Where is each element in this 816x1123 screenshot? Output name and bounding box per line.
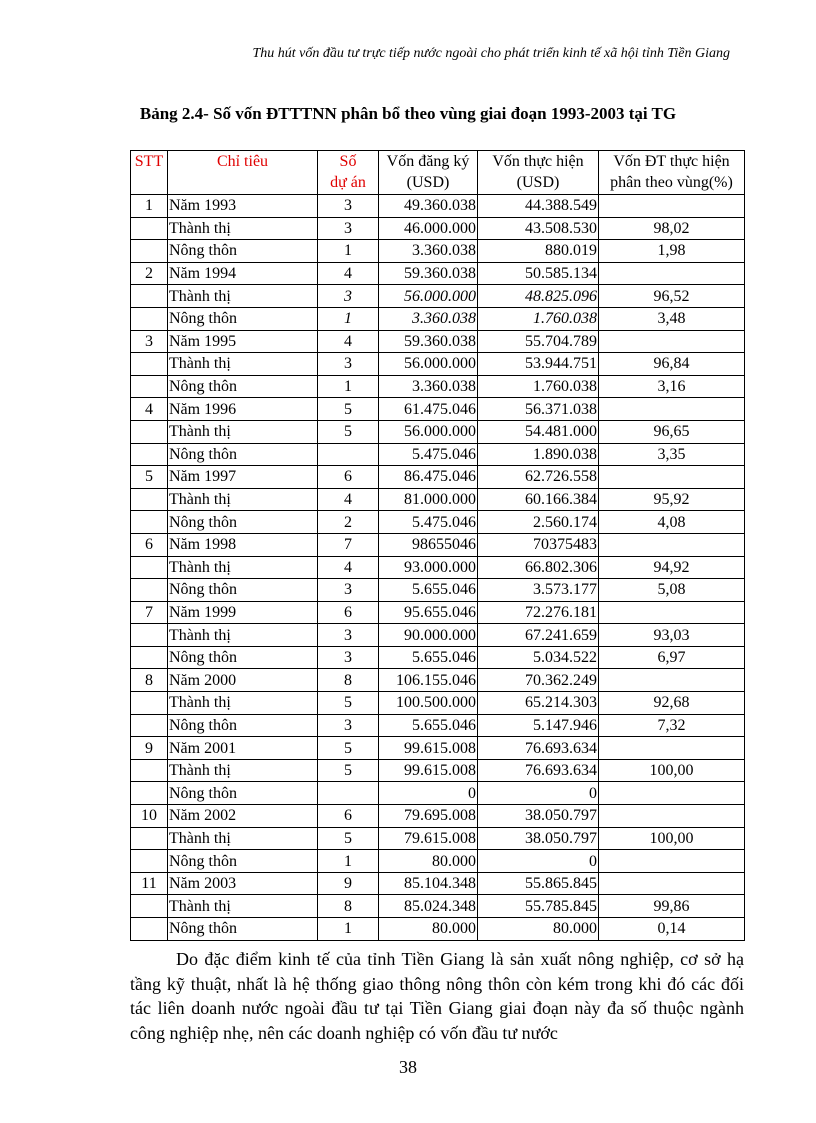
cell-stt bbox=[131, 850, 168, 873]
cell-projects: 1 bbox=[318, 375, 379, 398]
cell-share: 5,08 bbox=[599, 579, 745, 602]
cell-stt: 6 bbox=[131, 533, 168, 556]
cell-registered: 49.360.038 bbox=[379, 195, 478, 218]
cell-label: Nông thôn bbox=[168, 511, 318, 534]
table-row bbox=[131, 420, 745, 443]
table-row bbox=[131, 601, 745, 624]
table-row bbox=[131, 330, 745, 353]
cell-registered: 3.360.038 bbox=[379, 375, 478, 398]
cell-registered: 56.000.000 bbox=[379, 285, 478, 308]
table-row bbox=[131, 918, 745, 941]
table-header-row bbox=[131, 151, 745, 195]
table-row bbox=[131, 646, 745, 669]
cell-label: Thành thị bbox=[168, 556, 318, 579]
page-number: 38 bbox=[399, 1057, 417, 1077]
cell-implemented: 38.050.797 bbox=[478, 827, 599, 850]
cell-share bbox=[599, 872, 745, 895]
cell-registered: 90.000.000 bbox=[379, 624, 478, 647]
table-row bbox=[131, 217, 745, 240]
cell-label: Thành thị bbox=[168, 420, 318, 443]
table-row bbox=[131, 692, 745, 715]
cell-stt bbox=[131, 624, 168, 647]
cell-label: Thành thị bbox=[168, 624, 318, 647]
cell-projects: 6 bbox=[318, 601, 379, 624]
cell-label: Nông thôn bbox=[168, 443, 318, 466]
cell-implemented: 2.560.174 bbox=[478, 511, 599, 534]
cell-label: Thành thị bbox=[168, 488, 318, 511]
cell-implemented: 66.802.306 bbox=[478, 556, 599, 579]
cell-label: Thành thị bbox=[168, 759, 318, 782]
cell-projects: 3 bbox=[318, 195, 379, 218]
cell-share: 95,92 bbox=[599, 488, 745, 511]
cell-registered: 81.000.000 bbox=[379, 488, 478, 511]
cell-label: Thành thị bbox=[168, 692, 318, 715]
cell-stt: 7 bbox=[131, 601, 168, 624]
cell-projects: 3 bbox=[318, 285, 379, 308]
cell-registered: 100.500.000 bbox=[379, 692, 478, 715]
cell-projects: 8 bbox=[318, 669, 379, 692]
cell-projects: 4 bbox=[318, 330, 379, 353]
cell-registered: 46.000.000 bbox=[379, 217, 478, 240]
cell-share bbox=[599, 262, 745, 285]
cell-share: 96,65 bbox=[599, 420, 745, 443]
cell-share: 98,02 bbox=[599, 217, 745, 240]
cell-projects: 5 bbox=[318, 759, 379, 782]
cell-implemented: 43.508.530 bbox=[478, 217, 599, 240]
cell-implemented: 70.362.249 bbox=[478, 669, 599, 692]
cell-registered: 3.360.038 bbox=[379, 240, 478, 263]
cell-stt bbox=[131, 511, 168, 534]
table-row bbox=[131, 262, 745, 285]
table-row bbox=[131, 240, 745, 263]
cell-label: Năm 1996 bbox=[168, 398, 318, 421]
cell-implemented: 880.019 bbox=[478, 240, 599, 263]
cell-registered: 56.000.000 bbox=[379, 353, 478, 376]
cell-stt bbox=[131, 285, 168, 308]
cell-implemented: 55.785.845 bbox=[478, 895, 599, 918]
cell-implemented: 55.704.789 bbox=[478, 330, 599, 353]
body-paragraph: Do đặc điểm kinh tế của tỉnh Tiền Giang là sản xuất nông nghiệp, cơ sở hạ tầng kỹ thuật, nhất là hệ thống giao thông nông thôn còn kém trong khi đó các đối tác liên doanh nước ngoài đầu tư tại Tiền Giang giai đoạn này đa số thuộc ngành công nghiệp nhẹ, nên các doanh nghiệp có vốn đầu tư nước bbox=[130, 949, 744, 1043]
cell-projects: 1 bbox=[318, 918, 379, 941]
cell-stt bbox=[131, 782, 168, 805]
cell-label: Năm 1999 bbox=[168, 601, 318, 624]
cell-projects: 4 bbox=[318, 556, 379, 579]
cell-label: Nông thôn bbox=[168, 850, 318, 873]
cell-label: Năm 1998 bbox=[168, 533, 318, 556]
cell-stt bbox=[131, 353, 168, 376]
cell-projects: 1 bbox=[318, 850, 379, 873]
cell-projects: 5 bbox=[318, 692, 379, 715]
cell-projects: 4 bbox=[318, 262, 379, 285]
cell-label: Năm 1993 bbox=[168, 195, 318, 218]
cell-stt bbox=[131, 714, 168, 737]
cell-registered: 59.360.038 bbox=[379, 262, 478, 285]
cell-stt bbox=[131, 240, 168, 263]
cell-implemented: 5.034.522 bbox=[478, 646, 599, 669]
cell-share: 3,16 bbox=[599, 375, 745, 398]
cell-stt bbox=[131, 307, 168, 330]
table-row bbox=[131, 285, 745, 308]
table-row bbox=[131, 307, 745, 330]
cell-share bbox=[599, 466, 745, 489]
cell-stt: 9 bbox=[131, 737, 168, 760]
table-row bbox=[131, 782, 745, 805]
cell-implemented: 53.944.751 bbox=[478, 353, 599, 376]
table-row bbox=[131, 579, 745, 602]
cell-registered: 0 bbox=[379, 782, 478, 805]
cell-projects: 7 bbox=[318, 533, 379, 556]
cell-label: Thành thị bbox=[168, 353, 318, 376]
cell-implemented: 44.388.549 bbox=[478, 195, 599, 218]
cell-stt: 10 bbox=[131, 805, 168, 828]
cell-registered: 80.000 bbox=[379, 850, 478, 873]
investment-table bbox=[130, 150, 745, 941]
cell-projects: 3 bbox=[318, 624, 379, 647]
cell-implemented: 1.760.038 bbox=[478, 307, 599, 330]
cell-share bbox=[599, 330, 745, 353]
cell-registered: 59.360.038 bbox=[379, 330, 478, 353]
cell-projects bbox=[318, 782, 379, 805]
cell-stt bbox=[131, 759, 168, 782]
cell-label: Nông thôn bbox=[168, 579, 318, 602]
cell-stt bbox=[131, 375, 168, 398]
table-row bbox=[131, 895, 745, 918]
cell-stt bbox=[131, 579, 168, 602]
cell-implemented: 67.241.659 bbox=[478, 624, 599, 647]
header-chi-tieu: Chỉ tiêu bbox=[168, 151, 318, 195]
cell-stt bbox=[131, 646, 168, 669]
table-row bbox=[131, 398, 745, 421]
cell-label: Nông thôn bbox=[168, 646, 318, 669]
cell-label: Năm 1995 bbox=[168, 330, 318, 353]
cell-share bbox=[599, 850, 745, 873]
cell-projects: 3 bbox=[318, 217, 379, 240]
cell-projects: 1 bbox=[318, 307, 379, 330]
table-row bbox=[131, 466, 745, 489]
table-row bbox=[131, 375, 745, 398]
cell-label: Năm 2001 bbox=[168, 737, 318, 760]
cell-share: 100,00 bbox=[599, 759, 745, 782]
cell-stt: 1 bbox=[131, 195, 168, 218]
cell-share: 0,14 bbox=[599, 918, 745, 941]
cell-projects: 6 bbox=[318, 466, 379, 489]
cell-share bbox=[599, 669, 745, 692]
cell-implemented: 55.865.845 bbox=[478, 872, 599, 895]
table-row bbox=[131, 511, 745, 534]
cell-implemented: 3.573.177 bbox=[478, 579, 599, 602]
cell-label: Thành thị bbox=[168, 895, 318, 918]
cell-registered: 93.000.000 bbox=[379, 556, 478, 579]
cell-label: Nông thôn bbox=[168, 918, 318, 941]
cell-projects: 6 bbox=[318, 805, 379, 828]
cell-share: 93,03 bbox=[599, 624, 745, 647]
table-row bbox=[131, 669, 745, 692]
cell-label: Năm 2000 bbox=[168, 669, 318, 692]
table-row bbox=[131, 759, 745, 782]
cell-share: 3,35 bbox=[599, 443, 745, 466]
table-row bbox=[131, 850, 745, 873]
table-row bbox=[131, 488, 745, 511]
cell-share bbox=[599, 737, 745, 760]
cell-implemented: 0 bbox=[478, 782, 599, 805]
header-von-thuc-hien: Vốn thực hiện (USD) bbox=[478, 151, 599, 195]
cell-stt: 4 bbox=[131, 398, 168, 421]
cell-projects: 9 bbox=[318, 872, 379, 895]
cell-label: Nông thôn bbox=[168, 714, 318, 737]
cell-registered: 61.475.046 bbox=[379, 398, 478, 421]
cell-share: 4,08 bbox=[599, 511, 745, 534]
cell-share: 1,98 bbox=[599, 240, 745, 263]
header-von-dang-ky: Vốn đăng ký (USD) bbox=[379, 151, 478, 195]
cell-registered: 79.615.008 bbox=[379, 827, 478, 850]
table-row bbox=[131, 737, 745, 760]
cell-implemented: 54.481.000 bbox=[478, 420, 599, 443]
cell-share: 3,48 bbox=[599, 307, 745, 330]
cell-stt bbox=[131, 217, 168, 240]
cell-registered: 99.615.008 bbox=[379, 737, 478, 760]
cell-implemented: 56.371.038 bbox=[478, 398, 599, 421]
running-header: Thu hút vốn đầu tư trực tiếp nước ngoài cho phát triển kinh tế xã hội tỉnh Tiền Giang bbox=[252, 46, 730, 61]
table-row bbox=[131, 443, 745, 466]
cell-share: 96,84 bbox=[599, 353, 745, 376]
cell-share: 6,97 bbox=[599, 646, 745, 669]
cell-projects: 5 bbox=[318, 398, 379, 421]
cell-registered: 5.655.046 bbox=[379, 714, 478, 737]
cell-share bbox=[599, 601, 745, 624]
cell-stt bbox=[131, 443, 168, 466]
cell-projects bbox=[318, 443, 379, 466]
cell-stt bbox=[131, 692, 168, 715]
cell-label: Năm 1994 bbox=[168, 262, 318, 285]
cell-registered: 95.655.046 bbox=[379, 601, 478, 624]
cell-label: Thành thị bbox=[168, 285, 318, 308]
cell-projects: 5 bbox=[318, 827, 379, 850]
cell-label: Nông thôn bbox=[168, 307, 318, 330]
cell-stt: 5 bbox=[131, 466, 168, 489]
cell-projects: 5 bbox=[318, 737, 379, 760]
cell-share: 7,32 bbox=[599, 714, 745, 737]
cell-stt bbox=[131, 918, 168, 941]
cell-share: 99,86 bbox=[599, 895, 745, 918]
cell-implemented: 60.166.384 bbox=[478, 488, 599, 511]
cell-implemented: 65.214.303 bbox=[478, 692, 599, 715]
cell-stt: 3 bbox=[131, 330, 168, 353]
cell-registered: 80.000 bbox=[379, 918, 478, 941]
cell-registered: 5.655.046 bbox=[379, 646, 478, 669]
cell-implemented: 1.760.038 bbox=[478, 375, 599, 398]
cell-projects: 4 bbox=[318, 488, 379, 511]
cell-label: Năm 2003 bbox=[168, 872, 318, 895]
cell-projects: 3 bbox=[318, 353, 379, 376]
cell-registered: 86.475.046 bbox=[379, 466, 478, 489]
table-row bbox=[131, 805, 745, 828]
cell-implemented: 50.585.134 bbox=[478, 262, 599, 285]
cell-projects: 2 bbox=[318, 511, 379, 534]
cell-registered: 5.475.046 bbox=[379, 443, 478, 466]
cell-share bbox=[599, 533, 745, 556]
header-so-du-an: Số dự án bbox=[318, 151, 379, 195]
cell-stt bbox=[131, 488, 168, 511]
cell-registered: 99.615.008 bbox=[379, 759, 478, 782]
header-phan-theo-vung: Vốn ĐT thực hiện phân theo vùng(%) bbox=[599, 151, 745, 195]
cell-share bbox=[599, 782, 745, 805]
cell-registered: 85.104.348 bbox=[379, 872, 478, 895]
cell-share bbox=[599, 398, 745, 421]
cell-implemented: 76.693.634 bbox=[478, 759, 599, 782]
cell-share: 96,52 bbox=[599, 285, 745, 308]
table-row bbox=[131, 533, 745, 556]
table-caption: Bảng 2.4- Số vốn ĐTTTNN phân bổ theo vùng giai đoạn 1993-2003 tại TG bbox=[139, 104, 677, 123]
cell-registered: 5.655.046 bbox=[379, 579, 478, 602]
cell-share bbox=[599, 195, 745, 218]
table-row bbox=[131, 872, 745, 895]
cell-registered: 5.475.046 bbox=[379, 511, 478, 534]
cell-registered: 98655046 bbox=[379, 533, 478, 556]
cell-registered: 79.695.008 bbox=[379, 805, 478, 828]
cell-registered: 3.360.038 bbox=[379, 307, 478, 330]
cell-projects: 1 bbox=[318, 240, 379, 263]
cell-implemented: 48.825.096 bbox=[478, 285, 599, 308]
cell-implemented: 62.726.558 bbox=[478, 466, 599, 489]
cell-label: Năm 1997 bbox=[168, 466, 318, 489]
cell-implemented: 70375483 bbox=[478, 533, 599, 556]
cell-implemented: 5.147.946 bbox=[478, 714, 599, 737]
cell-registered: 106.155.046 bbox=[379, 669, 478, 692]
cell-implemented: 76.693.634 bbox=[478, 737, 599, 760]
cell-label: Thành thị bbox=[168, 217, 318, 240]
cell-implemented: 72.276.181 bbox=[478, 601, 599, 624]
table-row bbox=[131, 556, 745, 579]
cell-share: 100,00 bbox=[599, 827, 745, 850]
table-row bbox=[131, 714, 745, 737]
cell-label: Nông thôn bbox=[168, 375, 318, 398]
cell-implemented: 38.050.797 bbox=[478, 805, 599, 828]
cell-share bbox=[599, 805, 745, 828]
cell-projects: 3 bbox=[318, 714, 379, 737]
cell-projects: 5 bbox=[318, 420, 379, 443]
cell-share: 92,68 bbox=[599, 692, 745, 715]
table-row bbox=[131, 624, 745, 647]
cell-stt: 8 bbox=[131, 669, 168, 692]
cell-label: Nông thôn bbox=[168, 240, 318, 263]
cell-registered: 85.024.348 bbox=[379, 895, 478, 918]
table-row bbox=[131, 195, 745, 218]
cell-stt: 2 bbox=[131, 262, 168, 285]
cell-implemented: 0 bbox=[478, 850, 599, 873]
table-row bbox=[131, 827, 745, 850]
cell-projects: 3 bbox=[318, 579, 379, 602]
cell-stt bbox=[131, 420, 168, 443]
cell-registered: 56.000.000 bbox=[379, 420, 478, 443]
cell-implemented: 80.000 bbox=[478, 918, 599, 941]
cell-label: Nông thôn bbox=[168, 782, 318, 805]
cell-implemented: 1.890.038 bbox=[478, 443, 599, 466]
cell-label: Năm 2002 bbox=[168, 805, 318, 828]
cell-label: Thành thị bbox=[168, 827, 318, 850]
cell-stt bbox=[131, 556, 168, 579]
cell-stt bbox=[131, 827, 168, 850]
table-row bbox=[131, 353, 745, 376]
cell-share: 94,92 bbox=[599, 556, 745, 579]
header-stt: STT bbox=[131, 151, 168, 195]
cell-projects: 3 bbox=[318, 646, 379, 669]
cell-stt: 11 bbox=[131, 872, 168, 895]
cell-projects: 8 bbox=[318, 895, 379, 918]
cell-stt bbox=[131, 895, 168, 918]
